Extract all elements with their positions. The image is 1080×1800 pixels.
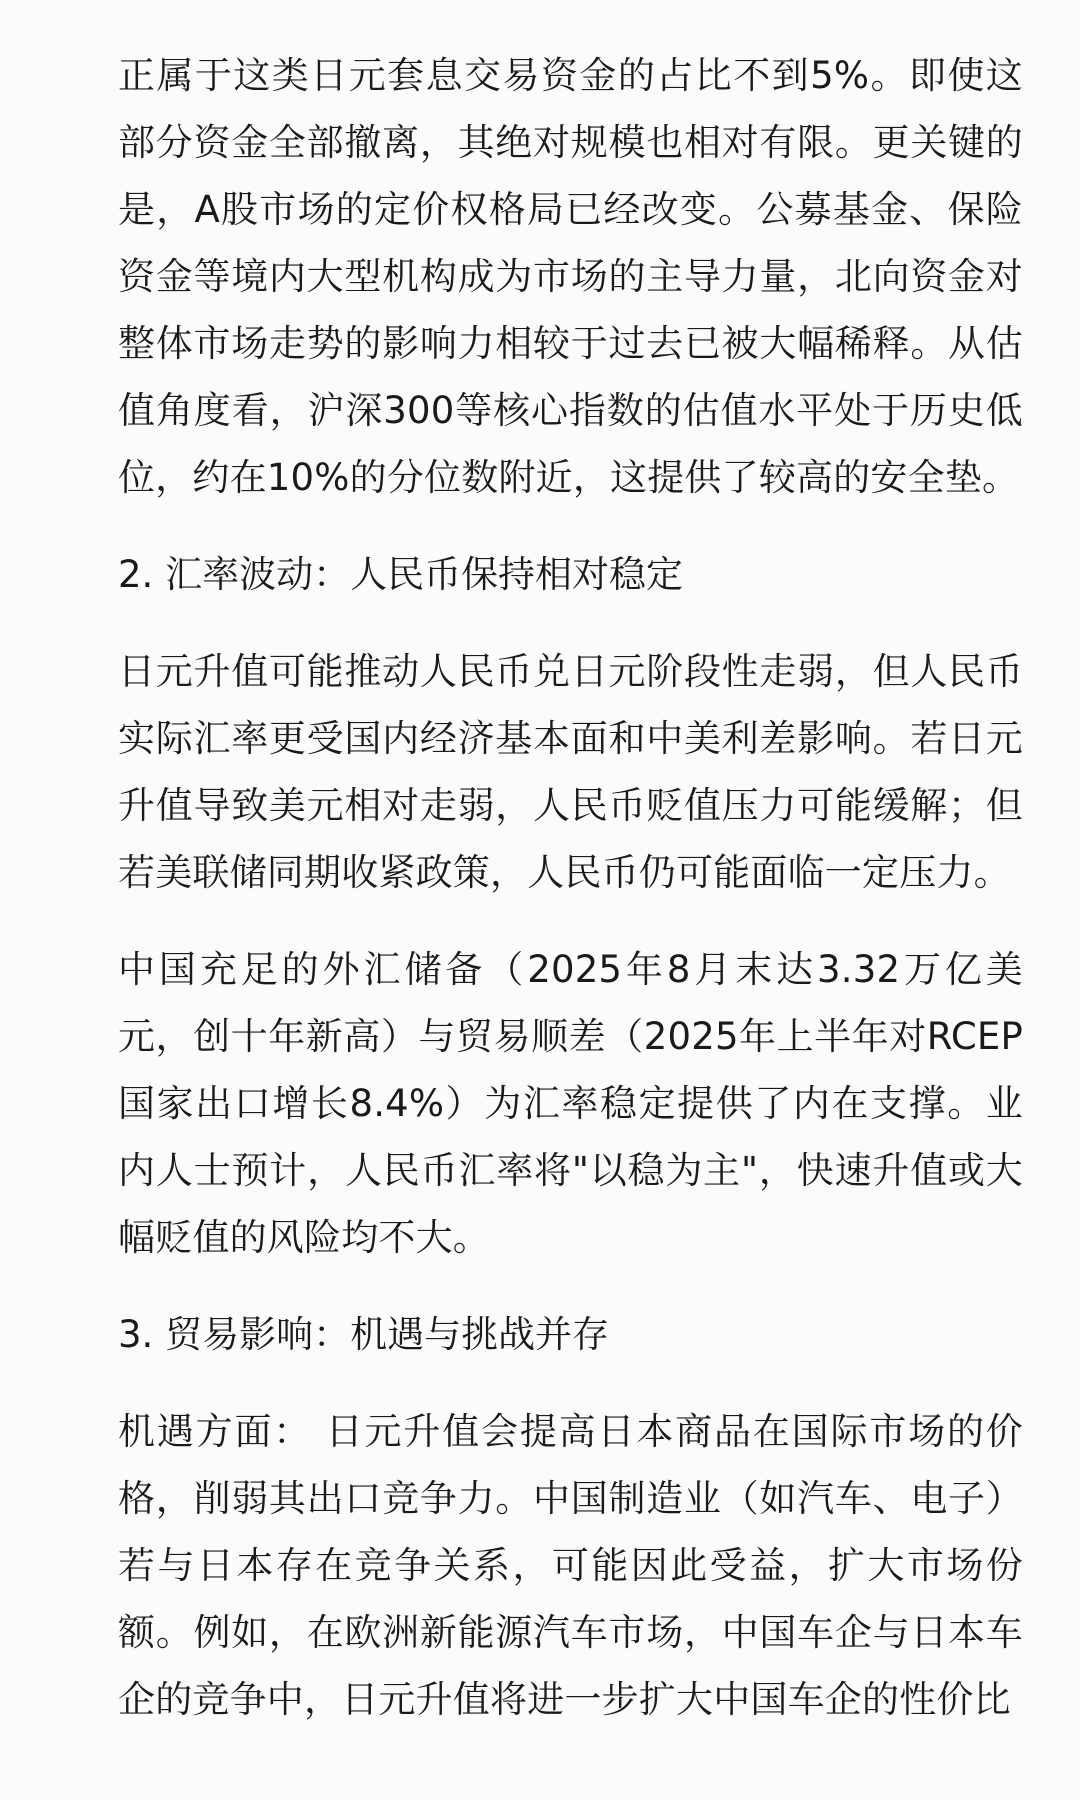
article-body bbox=[118, 42, 1023, 1733]
paragraph-reserves: 中国充足的外汇储备（2025年8月末达3.32万亿美元，创十年新高）与贸易顺差（2025年上半年对RCEP国家出口增长8.4%）为汇率稳定提供了内在支撑。业内人士预计，人民币汇率将"以稳为主"，快速升值或大幅贬值的风险均不大。 bbox=[118, 948, 1023, 1259]
paragraph-market-impact: 正属于这类日元套息交易资金的占比不到5%。即使这部分资金全部撤离，其绝对规模也相对有限。更关键的是，A股市场的定价权格局已经改变。公募基金、保险资金等境内大型机构成为市场的主导力量，北向资金对整体市场走势的影响力相较于过去已被大幅稀释。从估值角度看，沪深300等核心指数的估值水平处于历史低位，约在10%的分位数附近，这提供了较高的安全垫。 bbox=[118, 54, 1023, 499]
section-heading-exchange-rate: 2. 汇率波动：人民币保持相对稳定 bbox=[118, 553, 684, 596]
paragraph-exchange-rate: 日元升值可能推动人民币兑日元阶段性走弱，但人民币实际汇率更受国内经济基本面和中美利差影响。若日元升值导致美元相对走弱，人民币贬值压力可能缓解；但若美联储同期收紧政策，人民币仍可能面临一定压力。 bbox=[118, 650, 1023, 894]
section-heading-trade: 3. 贸易影响：机遇与挑战并存 bbox=[118, 1313, 610, 1356]
paragraph-trade-opportunities: 机遇方面： 日元升值会提高日本商品在国际市场的价格，削弱其出口竞争力。中国制造业（如汽车、电子）若与日本存在竞争关系，可能因此受益，扩大市场份额。例如，在欧洲新能源汽车市场，中国车企与日本车企的竞争中，日元升值将进一步扩大中国车企的性价比 bbox=[118, 1410, 1023, 1721]
